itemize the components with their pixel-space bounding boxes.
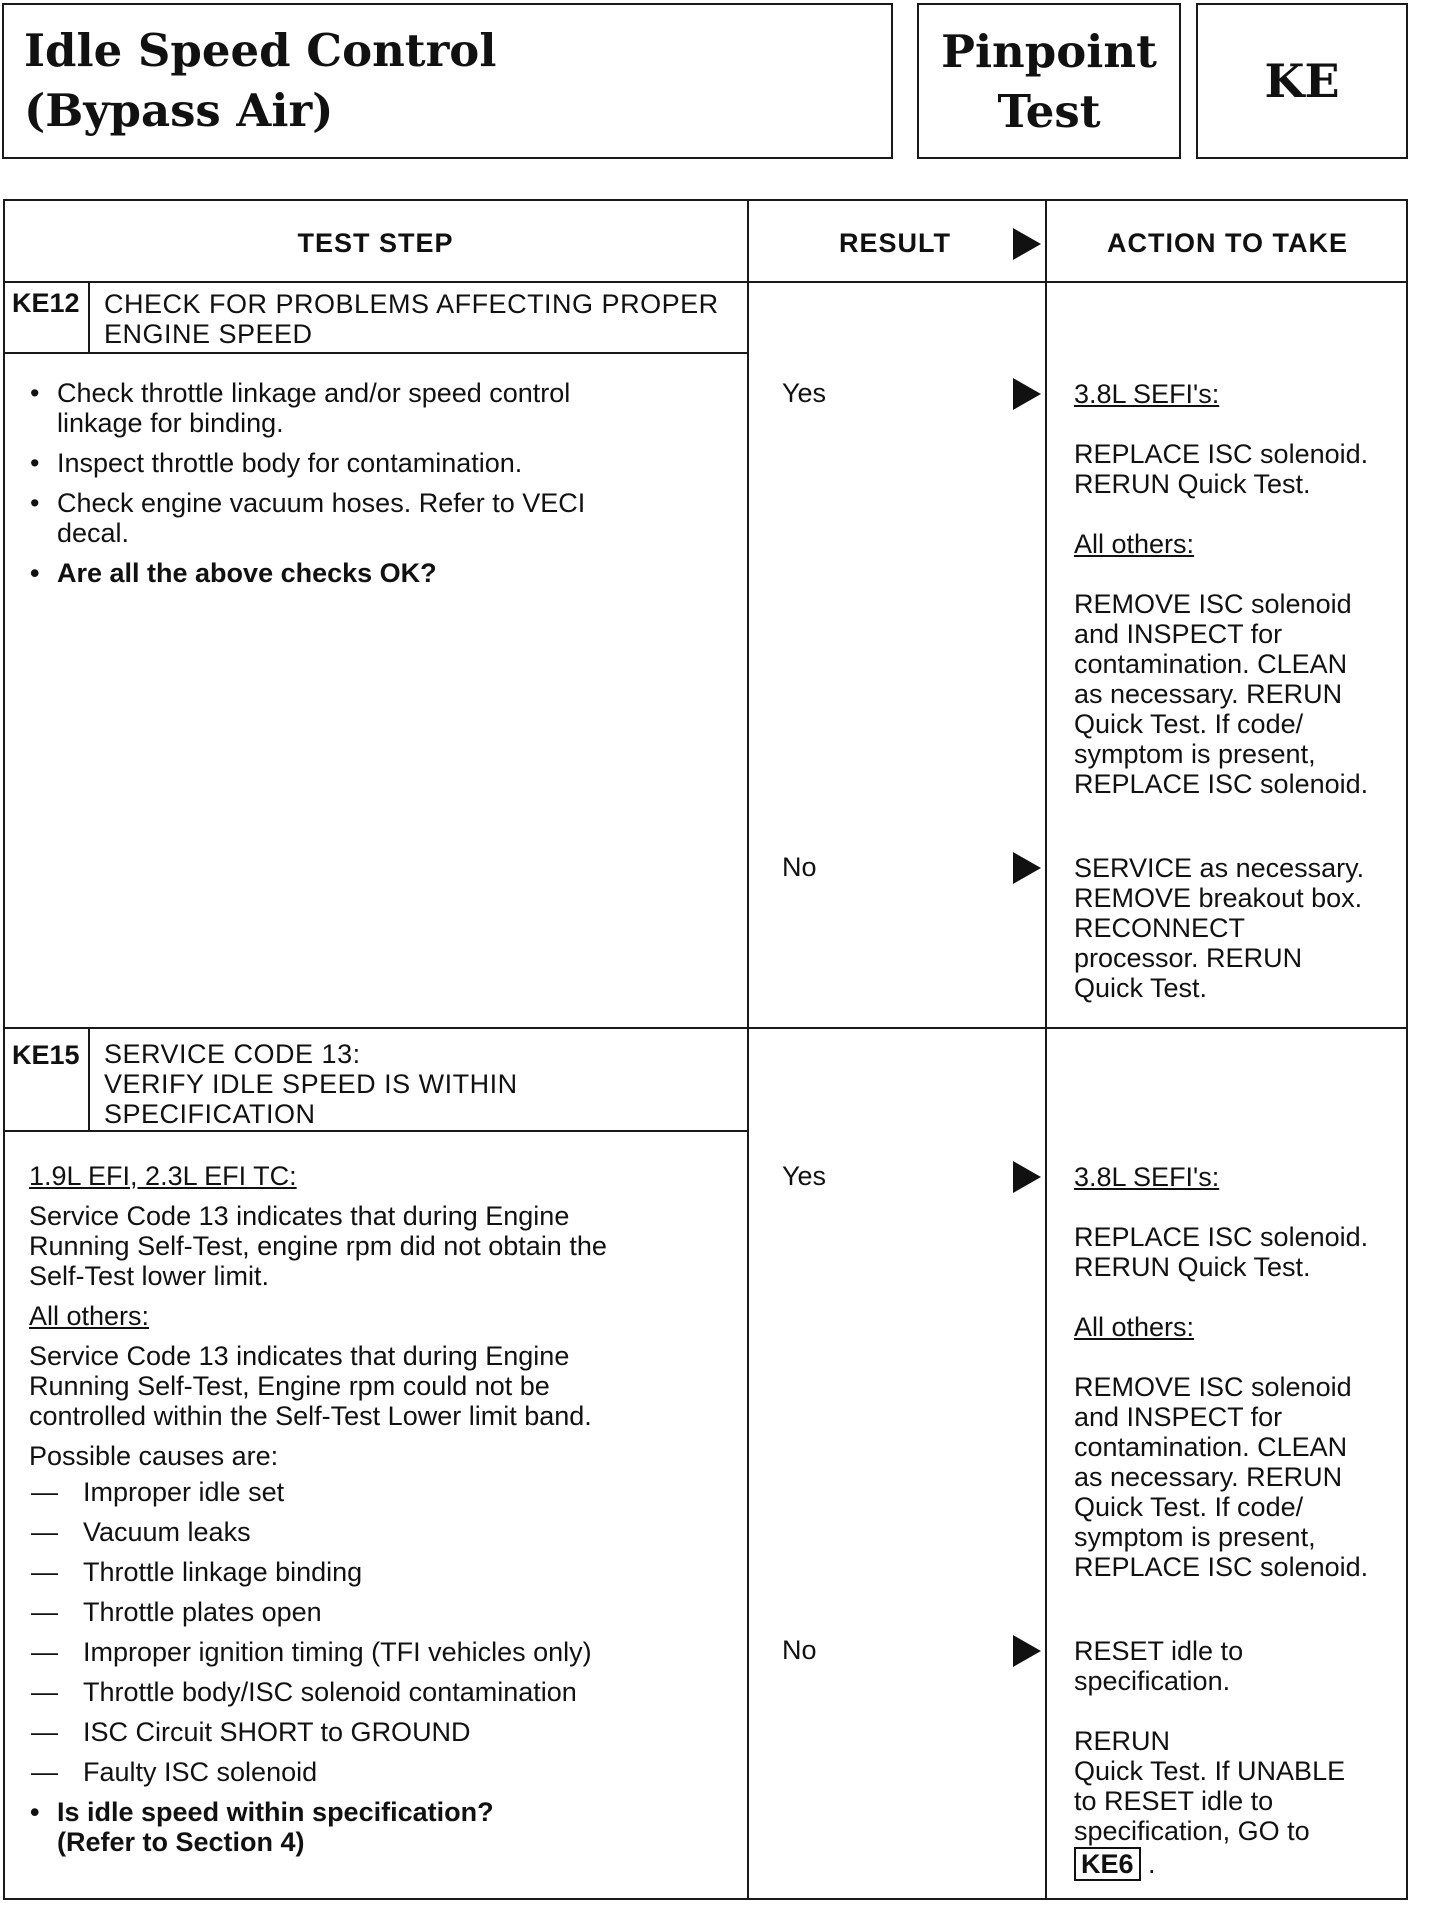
ke12-question: • Are all the above checks OK? (57, 558, 437, 588)
cause-item: — Improper idle set (83, 1477, 592, 1517)
ke12-yes-label: Yes (782, 378, 827, 408)
ke12-bullet-throttle-body: • Inspect throttle body for contamination. (57, 448, 522, 478)
ke15-heading-efi: 1.9L EFI, 2.3L EFI TC: (29, 1161, 297, 1191)
ke15-causes-label: Possible causes are: (29, 1441, 279, 1471)
ke12-title-divider (3, 352, 748, 354)
cause-item: — Throttle plates open (83, 1597, 592, 1637)
pinpoint-line-1: Pinpoint (941, 25, 1157, 78)
ke15-yes-label: Yes (782, 1161, 827, 1191)
ke15-title-divider (3, 1130, 748, 1132)
cause-item: — Faulty ISC solenoid (83, 1757, 592, 1797)
cause-item: — Vacuum leaks (83, 1517, 592, 1557)
procedure-title (2, 3, 893, 159)
cause-item: — Improper ignition timing (TFI vehicles only) (83, 1637, 592, 1677)
ke15-body: 1.9L EFI, 2.3L EFI TC: Service Code 13 indicates that during Engine Running Self-Test, engine rpm did not obtain the Self-Test lower limit. All others: Service Code 13 indicates that during Engine Running Self-Test, Engine rpm could not be controlled within the Self-Test Lower limit band. Possible causes are: (29, 1161, 607, 1471)
divider-step-result (747, 199, 749, 1900)
ke15-no-label: No (782, 1635, 817, 1665)
ke12-no-label: No (782, 852, 817, 882)
ke15-question: • Is idle speed within specification? (Refer to Section 4) (57, 1797, 494, 1857)
ke15-row-divider (3, 1027, 1408, 1029)
ke12-yes-action: 3.8L SEFI's: REPLACE ISC solenoid. RERUN Quick Test. All others: REMOVE ISC solenoid and INSPECT for contamination. CLEAN as necessary. RERUN Quick Test. If code/ symptom is present, REPLACE ISC solenoid. (1074, 379, 1369, 799)
result-arrow-icon (1013, 228, 1041, 260)
ke12-bullet-linkage-cont: linkage for binding. (57, 408, 284, 438)
ke15-step-title: SERVICE CODE 13: VERIFY IDLE SPEED IS WITHIN SPECIFICATION (104, 1039, 518, 1129)
test-code: KE (1196, 3, 1408, 159)
pinpoint-line-2: Test (997, 85, 1101, 138)
ke12-no-arrow-icon (1013, 852, 1041, 884)
ke12-step-title: CHECK FOR PROBLEMS AFFECTING PROPER ENGINE SPEED (104, 289, 719, 349)
ke15-causes-list (83, 1477, 592, 1797)
cause-item: — Throttle body/ISC solenoid contamination (83, 1677, 592, 1717)
ke15-no-action: RESET idle to specification. RERUN Quick Test. If UNABLE to RESET idle to specification, GO to KE6 . (1074, 1636, 1346, 1879)
column-action: ACTION TO TAKE (1107, 228, 1348, 258)
title-line-1: Idle Speed Control (24, 24, 497, 77)
divider-result-action (1045, 199, 1047, 1900)
goto-line: KE6 . (1074, 1849, 1345, 1879)
goto-ke6-link[interactable]: KE6 (1074, 1847, 1141, 1881)
ke12-yes-arrow-icon (1013, 378, 1041, 410)
cause-item: — Throttle linkage binding (83, 1557, 592, 1597)
ke12-step-id: KE12 (12, 288, 80, 318)
ke15-no-arrow-icon (1013, 1635, 1041, 1667)
column-result: RESULT (839, 228, 951, 258)
header-row-divider (3, 281, 1408, 283)
ke15-step-id: KE15 (12, 1040, 80, 1070)
ke15-id-divider (88, 1027, 90, 1131)
cause-item: — ISC Circuit SHORT to GROUND (83, 1717, 592, 1757)
ke12-bullet-vacuum: • Check engine vacuum hoses. Refer to VECI (57, 488, 585, 518)
ke12-id-divider (88, 281, 90, 353)
title-line-2: (Bypass Air) (24, 84, 334, 137)
column-test-step: TEST STEP (297, 228, 454, 258)
ke12-bullet-vacuum-cont: decal. (57, 518, 130, 548)
ke15-yes-arrow-icon (1013, 1161, 1041, 1193)
ke15-heading-others: All others: (29, 1301, 150, 1331)
ke12-no-action: SERVICE as necessary. REMOVE breakout box. RECONNECT processor. RERUN Quick Test. (1074, 853, 1365, 1003)
pinpoint-test-label (917, 3, 1181, 159)
ke12-bullet-linkage: • Check throttle linkage and/or speed control (57, 378, 570, 408)
ke15-yes-action: 3.8L SEFI's: REPLACE ISC solenoid. RERUN Quick Test. All others: REMOVE ISC solenoid and INSPECT for contamination. CLEAN as necessary. RERUN Quick Test. If code/ symptom is present, REPLACE ISC solenoid. (1074, 1162, 1369, 1582)
